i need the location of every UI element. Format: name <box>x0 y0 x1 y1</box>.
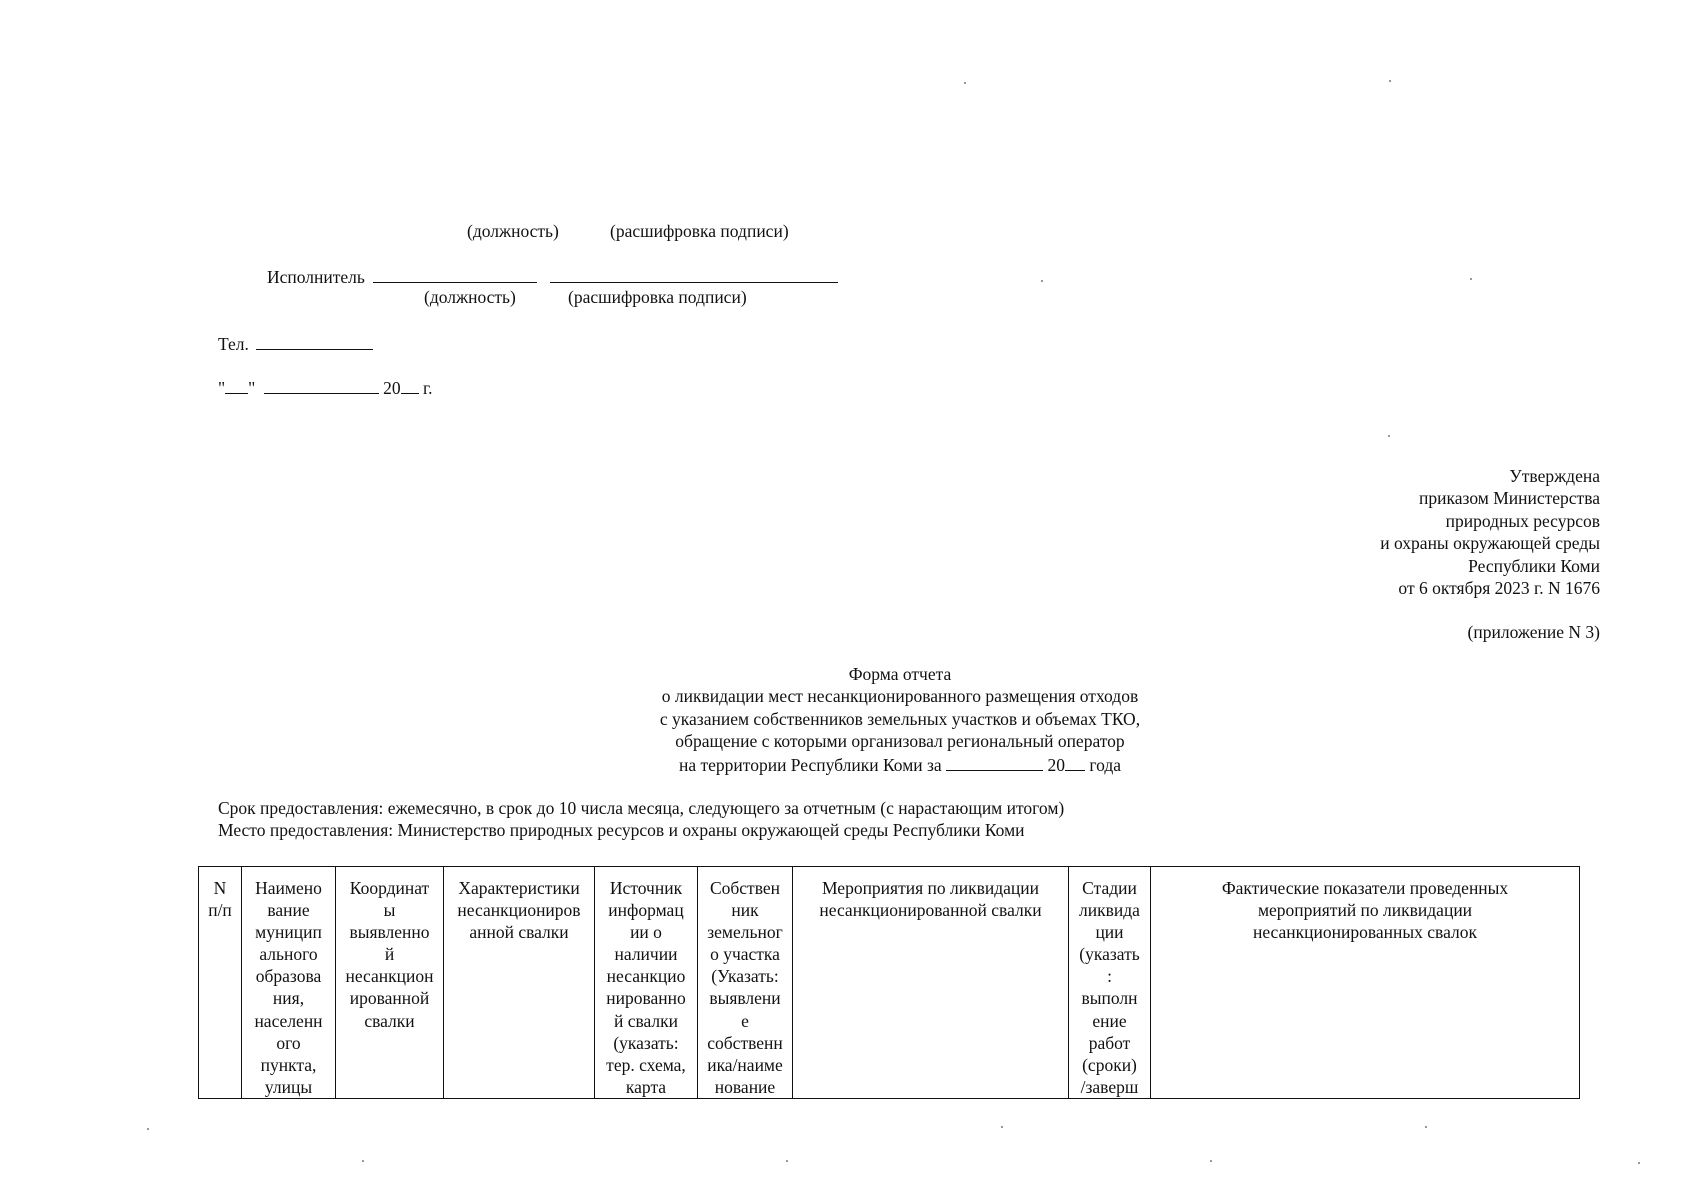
date-line <box>218 376 433 398</box>
form-title <box>500 663 1300 776</box>
approval-line: приказом Министерства <box>1419 488 1600 509</box>
approval-line: Республики Коми <box>1468 555 1600 576</box>
header-cell-number: N п/п <box>199 867 242 1099</box>
title-period-blank <box>946 753 1043 771</box>
title-period-prefix: на территории Республики Коми за <box>679 754 942 775</box>
title-line: Форма отчета <box>848 664 952 684</box>
phone-line <box>218 332 373 354</box>
header-cell-info-source: Источник информац ии о наличии несанкцио нированно й свалки (указать: тер. схема, карта <box>595 867 698 1099</box>
executor-decoding-caption: (расшифровка подписи) <box>568 287 747 307</box>
appendix-note: (приложение N 3) <box>1467 622 1600 642</box>
scan-speck <box>1001 1126 1003 1128</box>
scan-speck <box>1210 1160 1212 1162</box>
date-year-prefix: 20 <box>383 378 401 398</box>
approval-block <box>1380 465 1600 599</box>
approval-line: природных ресурсов <box>1445 510 1600 531</box>
executor-line <box>267 265 838 287</box>
scan-speck <box>362 1160 364 1162</box>
date-year-blank <box>401 376 419 394</box>
approval-line: и охраны окружающей среды <box>1380 533 1600 554</box>
header-cell-municipality: Наимено вание муницип ального образова ния, населенн ого пункта, улицы <box>242 867 336 1099</box>
executor-position-blank <box>373 265 537 283</box>
report-table <box>198 866 1580 1099</box>
executor-label: Исполнитель <box>267 267 365 287</box>
submission-deadline: Срок предоставления: ежемесячно, в срок до 10 числа месяца, следующего за отчетным (с нарастающим итогом) <box>218 798 1065 818</box>
scan-speck <box>964 82 966 84</box>
header-cell-land-owner: Собствен ник земельног о участка (Указать: выявлени е собственн ика/наиме нование <box>698 867 793 1099</box>
date-month-blank <box>264 376 379 394</box>
scan-speck <box>1638 1162 1640 1164</box>
scan-speck <box>1425 1126 1427 1128</box>
title-period-line <box>500 753 1300 776</box>
title-year-prefix: 20 <box>1047 754 1065 775</box>
position-caption-1: (должность) <box>467 221 559 241</box>
date-year-suffix: г. <box>422 378 433 398</box>
header-cell-actual-indicators: Фактические показатели проведенных мероприятий по ликвидации несанкционированных свалок <box>1151 867 1580 1099</box>
signature-decoding-caption-1: (расшифровка подписи) <box>610 221 789 241</box>
scan-speck <box>1041 280 1043 282</box>
title-line: с указанием собственников земельных участков и объемах ТКО, <box>659 708 1141 729</box>
date-close-quote: " <box>248 378 256 398</box>
scan-speck <box>1389 80 1391 82</box>
title-year-blank <box>1065 753 1085 771</box>
header-cell-stages: Стадии ликвида ции (указать : выполн ение работ (сроки) /заверш <box>1069 867 1151 1099</box>
header-cell-measures: Мероприятия по ликвидации несанкционированной свалки <box>793 867 1069 1099</box>
scan-speck <box>1388 435 1390 437</box>
date-open-quote: " <box>218 378 226 398</box>
submission-terms <box>218 797 1064 842</box>
submission-place: Место предоставления: Министерство природных ресурсов и охраны окружающей среды Республики Коми <box>218 820 1025 841</box>
title-year-suffix: года <box>1089 754 1121 775</box>
header-cell-characteristics: Характеристики несанкциониров анной свалки <box>444 867 595 1099</box>
phone-label: Тел. <box>218 334 249 354</box>
scan-speck <box>1470 278 1472 280</box>
approval-line: Утверждена <box>1509 466 1600 486</box>
date-day-blank <box>225 376 248 394</box>
executor-position-caption: (должность) <box>424 287 516 307</box>
title-line: о ликвидации мест несанкционированного размещения отходов <box>661 686 1139 707</box>
scan-speck <box>147 1128 149 1130</box>
approval-line: от 6 октября 2023 г. N 1676 <box>1398 578 1600 599</box>
scan-speck <box>786 1160 788 1162</box>
executor-name-blank <box>550 265 838 283</box>
title-line: обращение с которыми организовал региональный оператор <box>675 731 1125 752</box>
table-header-row <box>199 867 1580 1099</box>
phone-blank <box>256 332 373 350</box>
header-cell-coordinates: Координат ы выявленно й несанкцион ированной свалки <box>336 867 444 1099</box>
